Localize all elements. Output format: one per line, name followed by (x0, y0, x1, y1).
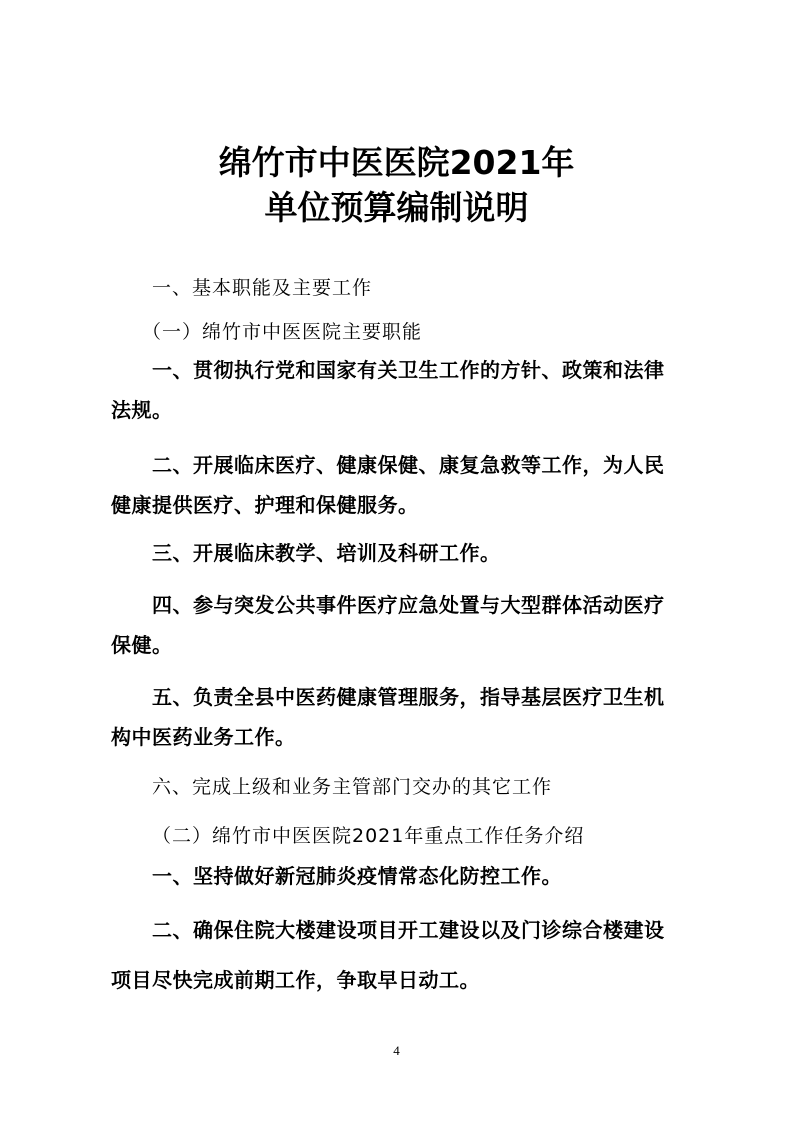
duty-item-1-line1: 一、贯彻执行党和国家有关卫生工作的方针、政策和法律 (152, 358, 665, 382)
duty-item-6: 六、完成上级和业务主管部门交办的其它工作 (152, 776, 553, 798)
document-title-line1: 绵竹市中医医院2021年 (218, 143, 575, 182)
duty-item-3: 三、开展临床教学、培训及科研工作。 (152, 541, 501, 565)
duty-item-1-line2: 法规。 (111, 398, 173, 422)
task-item-2-line1: 二、确保住院大楼建设项目开工建设以及门诊综合楼建设 (152, 918, 665, 942)
subsection-heading-2: （二）绵竹市中医医院2021年重点工作任务介绍 (152, 825, 585, 847)
duty-item-5-line2: 构中医药业务工作。 (111, 725, 296, 749)
task-item-2-line2: 项目尽快完成前期工作，争取早日动工。 (111, 968, 480, 992)
duty-item-4-line2: 保健。 (111, 633, 173, 657)
subsection-heading-1: （一）绵竹市中医医院主要职能 (142, 321, 423, 343)
section-heading-1: 一、基本职能及主要工作 (152, 277, 373, 299)
page-number: 4 (393, 1043, 400, 1058)
duty-item-2-line2: 健康提供医疗、护理和保健服务。 (111, 493, 419, 517)
duty-item-5-line1: 五、负责全县中医药健康管理服务，指导基层医疗卫生机 (152, 685, 665, 709)
document-title-line2: 单位预算编制说明 (264, 188, 529, 227)
task-item-1: 一、坚持做好新冠肺炎疫情常态化防控工作。 (152, 864, 562, 888)
duty-item-4-line1: 四、参与突发公共事件医疗应急处置与大型群体活动医疗 (152, 593, 665, 617)
duty-item-2-line1: 二、开展临床医疗、健康保健、康复急救等工作，为人民 (152, 453, 665, 477)
